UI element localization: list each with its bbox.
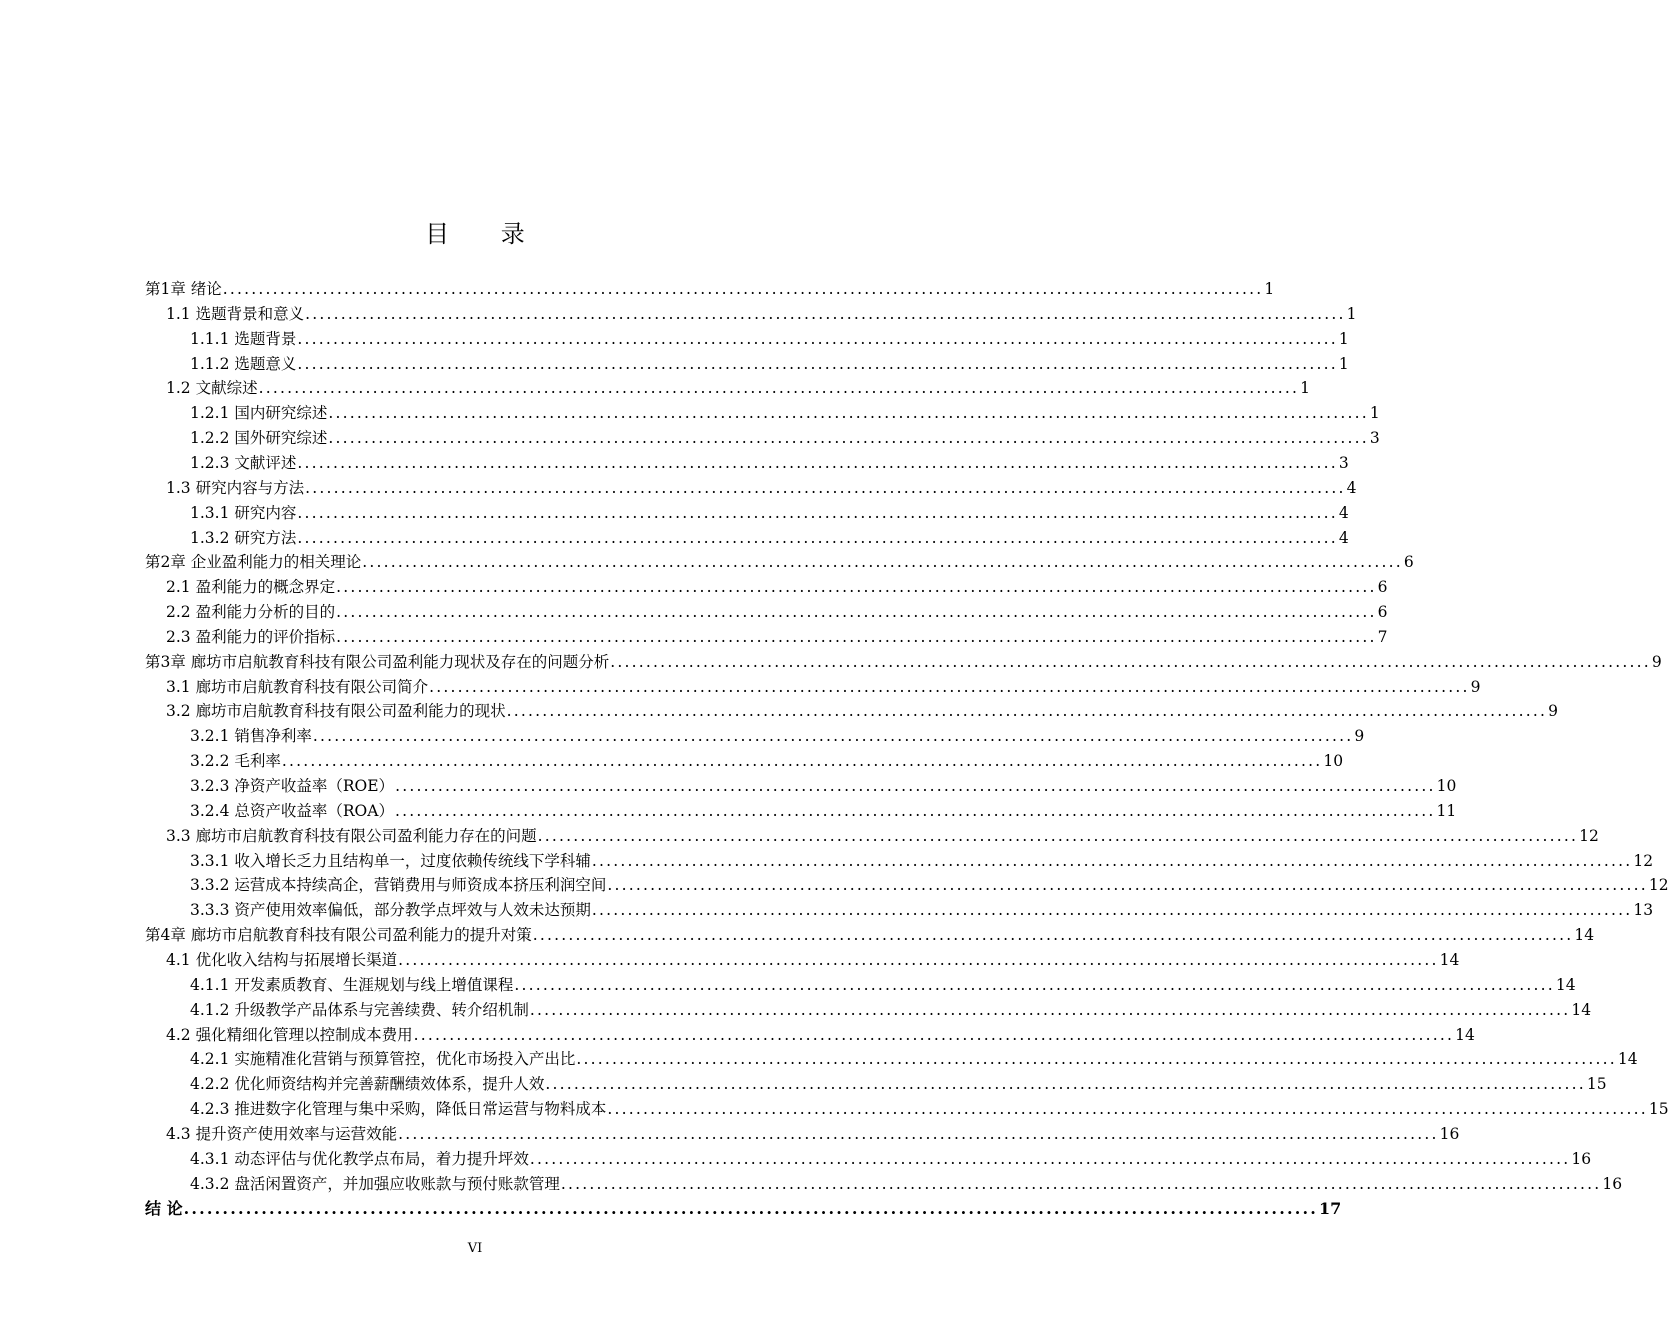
toc-entry-label: 1.1.1 选题背景 bbox=[190, 329, 297, 348]
toc-entry-page: 6 bbox=[1377, 603, 1388, 622]
toc-entry-label: 4.2 强化精细化管理以控制成本费用 bbox=[166, 1025, 413, 1044]
toc-entry-label: 2.1 盈利能力的概念界定 bbox=[166, 578, 336, 597]
toc-entry-label: 2.2 盈利能力分析的目的 bbox=[166, 603, 336, 622]
toc-entry-label: 3.3.2 运营成本持续高企，营销费用与师资成本挤压利润空间 bbox=[190, 876, 607, 895]
toc-entry[interactable] bbox=[190, 451, 1349, 476]
toc-leader-dots: .................................................................................................................................................. bbox=[560, 1174, 1602, 1193]
toc-entry-label: 2.3 盈利能力的评价指标 bbox=[166, 627, 336, 646]
toc-leader-dots: .................................................................................................................................................. bbox=[297, 503, 1338, 522]
toc-leader-dots: .................................................................................................................................................. bbox=[591, 901, 1633, 920]
toc-entry-label: 1.2 文献综述 bbox=[166, 379, 258, 398]
toc-leader-dots: .................................................................................................................................................. bbox=[328, 404, 1369, 423]
toc-entry[interactable] bbox=[145, 550, 1414, 575]
toc-entry-label: 3.2.3 净资产收益率（ROE） bbox=[190, 777, 395, 795]
toc-leader-dots: .................................................................................................................................................. bbox=[413, 1025, 1455, 1044]
toc-entry-label: 第3章 廊坊市启航教育科技有限公司盈利能力现状及存在的问题分析 bbox=[145, 652, 610, 671]
toc-entry-label: 4.2.1 实施精准化营销与预算管控，优化市场投入产出比 bbox=[190, 1050, 576, 1069]
toc-entry[interactable] bbox=[190, 973, 1576, 998]
toc-leader-dots: .................................................................................................................................................. bbox=[532, 926, 1574, 945]
toc-entry-label: 4.2.2 优化师资结构并完善薪酬绩效体系，提升人效 bbox=[190, 1075, 545, 1094]
toc-entry-page: 14 bbox=[1617, 1050, 1638, 1069]
toc-entry-label: 3.2.4 总资产收益率（ROA） bbox=[190, 801, 394, 820]
toc-entry-page: 1 bbox=[1338, 329, 1349, 348]
toc-entry[interactable] bbox=[166, 600, 1388, 625]
toc-leader-dots: .................................................................................................................................................. bbox=[610, 652, 1651, 671]
toc-entry[interactable] bbox=[190, 1172, 1623, 1197]
toc-entry[interactable] bbox=[190, 774, 1457, 799]
toc-entry-label: 3.1 廊坊市启航教育科技有限公司简介 bbox=[166, 677, 429, 696]
toc-entry[interactable] bbox=[190, 873, 1669, 898]
toc-entry[interactable] bbox=[145, 277, 1275, 302]
toc-entry-page: 10 bbox=[1436, 777, 1457, 795]
toc-entry-page: 3 bbox=[1369, 429, 1380, 448]
toc-leader-dots: .................................................................................................................................................. bbox=[362, 553, 1403, 572]
toc-leader-dots: .................................................................................................................................................. bbox=[591, 851, 1633, 870]
toc-entry[interactable] bbox=[166, 824, 1599, 849]
toc-leader-dots: .................................................................................................................................................. bbox=[305, 478, 1346, 497]
toc-entry-page: 7 bbox=[1377, 627, 1388, 646]
toc-title: 目 录 bbox=[425, 220, 547, 248]
toc-entry[interactable] bbox=[166, 1023, 1475, 1048]
toc-entry-page: 1 bbox=[1369, 404, 1380, 423]
toc-leader-dots: .................................................................................................................................................. bbox=[394, 801, 1436, 820]
toc-leader-dots: .................................................................................................................................................. bbox=[529, 1000, 1571, 1019]
toc-leader-dots: .................................................................................................................................................. bbox=[545, 1075, 1586, 1094]
toc-entry[interactable] bbox=[166, 699, 1559, 724]
toc-entry[interactable] bbox=[166, 302, 1357, 327]
toc-entry-label: 结 论 bbox=[145, 1199, 183, 1219]
toc-entry-label: 4.3.1 动态评估与优化教学点布局，着力提升坪效 bbox=[190, 1149, 529, 1168]
toc-entry-page: 14 bbox=[1555, 975, 1576, 994]
toc-entry[interactable] bbox=[190, 1147, 1592, 1172]
toc-leader-dots: .................................................................................................................................................. bbox=[281, 752, 1323, 771]
toc-entry-page: 15 bbox=[1648, 1100, 1669, 1119]
toc-entry-page: 1 bbox=[1300, 379, 1310, 398]
toc-entry-label: 3.2.2 毛利率 bbox=[190, 752, 281, 771]
toc-entry-page: 12 bbox=[1648, 876, 1669, 895]
toc-entry-page: 6 bbox=[1377, 578, 1388, 597]
toc-entry[interactable] bbox=[190, 998, 1592, 1023]
toc-entry-page: 15 bbox=[1586, 1075, 1607, 1094]
toc-leader-dots: .................................................................................................................................................. bbox=[297, 453, 1338, 472]
toc-entry-label: 1.1.2 选题意义 bbox=[190, 354, 297, 373]
toc-entry-page: 16 bbox=[1571, 1149, 1592, 1168]
toc-leader-dots: .................................................................................................................................................. bbox=[222, 280, 1264, 298]
toc-entry-page: 16 bbox=[1602, 1174, 1623, 1193]
toc-entry-page: 10 bbox=[1323, 752, 1344, 771]
toc-leader-dots: .................................................................................................................................................. bbox=[336, 627, 1377, 646]
toc-leader-dots: .................................................................................................................................................. bbox=[258, 379, 1300, 398]
toc-entry[interactable] bbox=[190, 1072, 1607, 1097]
toc-leader-dots: .................................................................................................................................................. bbox=[297, 528, 1338, 547]
toc-entry[interactable] bbox=[166, 675, 1481, 700]
toc-entry[interactable] bbox=[166, 625, 1388, 650]
toc-entry-label: 1.3.1 研究内容 bbox=[190, 503, 297, 522]
toc-entry[interactable] bbox=[190, 526, 1349, 551]
toc-entry-page: 9 bbox=[1651, 652, 1662, 671]
toc-leader-dots: .................................................................................................................................................. bbox=[607, 876, 1648, 895]
toc-entry-page: 9 bbox=[1354, 727, 1365, 746]
toc-entry[interactable] bbox=[145, 1196, 1342, 1221]
toc-leader-dots: .................................................................................................................................................. bbox=[297, 329, 1338, 348]
toc-leader-dots: .................................................................................................................................................. bbox=[398, 950, 1439, 969]
toc-leader-dots: .................................................................................................................................................. bbox=[529, 1149, 1571, 1168]
toc-entry-label: 1.2.1 国内研究综述 bbox=[190, 404, 328, 423]
toc-leader-dots: .................................................................................................................................................. bbox=[514, 975, 1555, 994]
toc-entry[interactable] bbox=[190, 1097, 1669, 1122]
toc-entry-label: 3.3.1 收入增长乏力且结构单一，过度依赖传统线下学科辅 bbox=[190, 851, 591, 870]
toc-entry-label: 1.2.3 文献评述 bbox=[190, 453, 297, 472]
toc-entry[interactable] bbox=[190, 327, 1349, 352]
toc-entry[interactable] bbox=[166, 1122, 1460, 1147]
toc-entry-page: 16 bbox=[1439, 1124, 1460, 1143]
toc-entry-label: 4.2.3 推进数字化管理与集中采购，降低日常运营与物料成本 bbox=[190, 1100, 607, 1119]
toc-entry-page: 1 bbox=[1264, 280, 1275, 298]
toc-leader-dots: .................................................................................................................................................. bbox=[336, 603, 1377, 622]
toc-entry-page: 1 bbox=[1346, 304, 1357, 323]
toc-entry-label: 3.3.3 资产使用效率偏低，部分教学点坪效与人效未达预期 bbox=[190, 901, 591, 920]
toc-leader-dots: .................................................................................................................................................. bbox=[429, 677, 1470, 696]
toc-entry-label: 1.1 选题背景和意义 bbox=[166, 304, 305, 323]
toc-entry-label: 第4章 廊坊市启航教育科技有限公司盈利能力的提升对策 bbox=[145, 926, 532, 945]
toc-entry-page: 13 bbox=[1633, 901, 1654, 920]
toc-entry[interactable] bbox=[145, 650, 1662, 675]
toc-entry-page: 14 bbox=[1571, 1000, 1592, 1019]
toc-entry[interactable] bbox=[190, 799, 1457, 824]
toc-leader-dots: .................................................................................................................................................. bbox=[312, 727, 1354, 746]
toc-entry[interactable] bbox=[190, 401, 1380, 426]
toc-entry-label: 3.3 廊坊市启航教育科技有限公司盈利能力存在的问题 bbox=[166, 826, 537, 845]
toc-entry[interactable] bbox=[166, 948, 1460, 973]
toc-leader-dots: .................................................................................................................................................. bbox=[328, 429, 1369, 448]
toc-entry-label: 1.3 研究内容与方法 bbox=[166, 478, 305, 497]
toc-entry-label: 4.1.2 升级教学产品体系与完善续费、转介绍机制 bbox=[190, 1000, 529, 1019]
toc-entry[interactable] bbox=[190, 749, 1344, 774]
toc-entry-label: 4.3 提升资产使用效率与运营效能 bbox=[166, 1124, 398, 1143]
toc-entry[interactable] bbox=[145, 923, 1595, 948]
toc-entry-label: 1.2.2 国外研究综述 bbox=[190, 429, 328, 448]
toc-entry[interactable] bbox=[190, 1047, 1638, 1072]
toc-entry-page: 11 bbox=[1436, 801, 1457, 820]
toc-entry-label: 4.3.2 盘活闲置资产，并加强应收账款与预付账款管理 bbox=[190, 1174, 560, 1193]
toc-leader-dots: .................................................................................................................................................. bbox=[395, 777, 1436, 795]
toc-entry-page: 9 bbox=[1470, 677, 1481, 696]
toc-entry-page: 4 bbox=[1338, 528, 1349, 547]
toc-entry-page: 6 bbox=[1403, 553, 1414, 572]
toc-entry-page: 12 bbox=[1633, 851, 1654, 870]
toc-entry[interactable] bbox=[190, 426, 1380, 451]
toc-entry-label: 第1章 绪论 bbox=[145, 280, 222, 298]
toc-entry-page: 3 bbox=[1338, 453, 1349, 472]
toc-entry[interactable] bbox=[166, 476, 1357, 501]
toc-entry-label: 第2章 企业盈利能力的相关理论 bbox=[145, 553, 362, 572]
toc-entry-page: 14 bbox=[1439, 950, 1460, 969]
toc-leader-dots: .................................................................................................................................................. bbox=[336, 578, 1377, 597]
toc-entry-label: 3.2 廊坊市启航教育科技有限公司盈利能力的现状 bbox=[166, 702, 506, 721]
toc-entry-page: 14 bbox=[1574, 926, 1595, 945]
toc-entry-label: 3.2.1 销售净利率 bbox=[190, 727, 312, 746]
toc-entry[interactable] bbox=[190, 849, 1654, 874]
toc-entry-label: 4.1 优化收入结构与拓展增长渠道 bbox=[166, 950, 398, 969]
page-number: VI bbox=[467, 1241, 483, 1256]
toc-entry-page: 4 bbox=[1338, 503, 1349, 522]
toc-entry-page: 14 bbox=[1455, 1025, 1475, 1044]
toc-leader-dots: .................................................................................................................................................. bbox=[537, 826, 1579, 845]
toc-leader-dots: .................................................................................................................................................. bbox=[183, 1199, 1319, 1219]
toc-entry-page: 12 bbox=[1579, 826, 1599, 845]
toc-entry[interactable] bbox=[190, 501, 1349, 526]
toc-entry-page: 4 bbox=[1346, 478, 1357, 497]
toc-entry[interactable] bbox=[166, 575, 1388, 600]
toc-entry-page: 1 bbox=[1338, 354, 1349, 373]
toc-leader-dots: .................................................................................................................................................. bbox=[576, 1050, 1617, 1069]
toc-entry[interactable] bbox=[190, 724, 1365, 749]
toc-leader-dots: .................................................................................................................................................. bbox=[305, 304, 1346, 323]
toc-entry-page: 17 bbox=[1319, 1199, 1342, 1219]
toc-entry[interactable] bbox=[190, 898, 1654, 923]
toc-entry-label: 4.1.1 开发素质教育、生涯规划与线上增值课程 bbox=[190, 975, 514, 994]
toc-leader-dots: .................................................................................................................................................. bbox=[297, 354, 1338, 373]
toc-entry-label: 1.3.2 研究方法 bbox=[190, 528, 297, 547]
toc-leader-dots: .................................................................................................................................................. bbox=[398, 1124, 1439, 1143]
toc-leader-dots: .................................................................................................................................................. bbox=[607, 1100, 1648, 1119]
toc-entry[interactable] bbox=[190, 352, 1349, 377]
toc-leader-dots: .................................................................................................................................................. bbox=[506, 702, 1548, 721]
toc-entry-page: 9 bbox=[1548, 702, 1559, 721]
toc-entry[interactable] bbox=[166, 376, 1310, 401]
